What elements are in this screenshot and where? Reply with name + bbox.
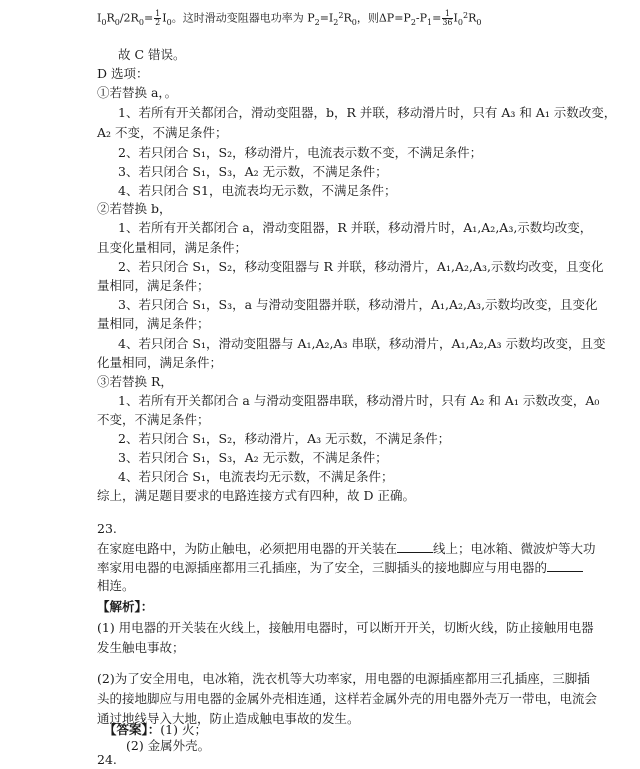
text-line: 2、若只闭合 S₁，S₂，移动滑片，A₃ 无示数，不满足条件；: [118, 431, 451, 446]
text-line: ③若替换 R，: [97, 374, 173, 389]
text-line: 故 C 错误。: [118, 47, 186, 62]
text-line: 3、若只闭合 S₁，S₃，a 与滑动变阻器并联，移动滑片，A₁,A₂,A₃,示数均改变，且变化: [118, 297, 598, 312]
analysis-text: 通过地线导入大地，防止造成触电事故的发生。: [97, 711, 360, 726]
text-line: A₂ 不变，不满足条件；: [97, 125, 228, 140]
answer-blank: [547, 559, 583, 572]
text-line: 2、若只闭合 S₁，S₂，移动变阻器与 R 并联，移动滑片，A₁,A₂,A₃,示数均改变，且变化: [118, 259, 604, 274]
fraction-one-36th: $\frac{1}{36}$: [442, 9, 453, 27]
text-line: 量相同，满足条件；: [97, 278, 210, 293]
formula-line: $I_0R_0/2R_0=$ $\frac{1}{2}$ $I_0$。这时滑动变阻器电功率为 $P_2=I_2^2R_0$，则$\Delta P=P_2-P_1=$ $\frac{1}{36}$ $I_0^2R_0$: [97, 9, 482, 27]
fraction-half: $\frac{1}{2}$: [155, 9, 161, 27]
question-number: 23.: [97, 521, 117, 536]
text-line: 4、若只闭合 S₁，滑动变阻器与 A₁,A₂,A₃ 串联，移动滑片，A₁,A₂,A₃ 示数均改变，且变: [118, 336, 606, 351]
analysis-label: 【解析】：: [97, 599, 154, 614]
text-line: 且变化量相同，满足条件；: [97, 240, 248, 255]
text-line: 1、若所有开关都闭合，滑动变阻器，b，R 并联，移动滑片时，只有 A₃ 和 A₁ 示数改变，: [118, 105, 617, 120]
question-stem-line: 率家用电器的电源插座都用三孔插座，为了安全，三脚插头的接地脚应与用电器的: [97, 559, 583, 576]
analysis-text: (2)为了安全用电，电冰箱，洗衣机等大功率家，用电器的电源插座都用三孔插座，三脚插: [97, 671, 590, 686]
text-line: 1、若所有开关都闭合 a 与滑动变阻器串联，移动滑片时，只有 A₂ 和 A₁ 示数改变，A₀: [118, 393, 600, 408]
question-stem-line: 相连。: [97, 578, 135, 593]
text-line: 化量相同，满足条件；: [97, 355, 223, 370]
text-line: 3、若只闭合 S₁，S₃，A₂ 无示数，不满足条件；: [118, 164, 388, 179]
text-line: ②若替换 b，: [97, 201, 172, 216]
text-line: 3、若只闭合 S₁，S₃，A₂ 无示数，不满足条件；: [118, 450, 388, 465]
question-number: 24.: [97, 752, 117, 767]
answer-2: (2) 金属外壳。: [126, 738, 211, 753]
question-stem-line: 在家庭电路中，为防止触电，必须把用电器的开关装在 线上；电冰箱、微波炉等大功: [97, 541, 596, 556]
text-line: D 选项：: [97, 66, 149, 81]
text-line: 综上，满足题目要求的电路连接方式有四种，故 D 正确。: [97, 488, 415, 503]
answer-blank: [397, 540, 433, 553]
text-line: 量相同，满足条件；: [97, 316, 210, 331]
analysis-text: (1) 用电器的开关装在火线上，接触用电器时，可以断开开关，切断火线，防止接触用电器: [97, 620, 594, 635]
answer-1: (1) 火；: [160, 722, 207, 737]
answer-label: 【答案】：: [104, 722, 161, 737]
text-line: 1、若所有开关都闭合 a，滑动变阻器，R 并联，移动滑片时，A₁,A₂,A₃,示数均改变，: [118, 220, 593, 235]
text-line: 4、若只闭合 S₁，电流表均无示数，不满足条件；: [118, 469, 394, 484]
text-line: 4、若只闭合 S1，电流表均无示数，不满足条件；: [118, 183, 397, 198]
answer-line: [104, 722, 207, 738]
analysis-text: 发生触电事故；: [97, 640, 185, 655]
text-line: ①若替换 a，。: [97, 85, 178, 100]
text-line: 不变，不满足条件；: [97, 412, 210, 427]
text-line: 2、若只闭合 S₁，S₂，移动滑片，电流表示数不变，不满足条件；: [118, 145, 483, 160]
analysis-text: 头的接地脚应与用电器的金属外壳相连通，这样若金属外壳的用电器外壳万一带电，电流会: [97, 691, 598, 706]
